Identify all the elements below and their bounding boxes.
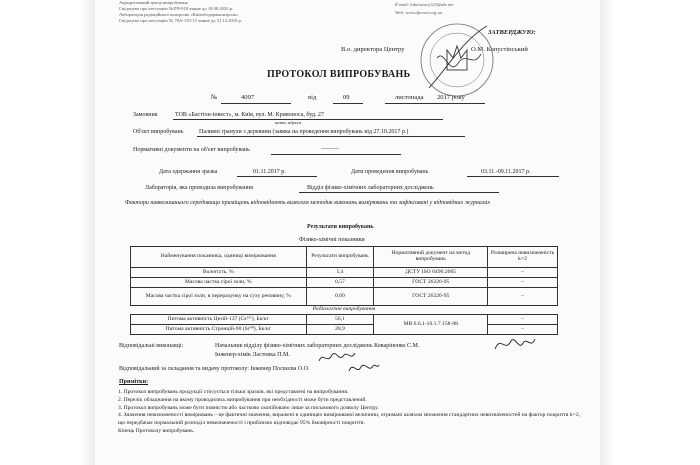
- radio-method: МВ 6.6.1-10.1.7.158-08: [374, 315, 488, 335]
- tested-underline: [467, 176, 559, 177]
- normdoc-underline: [271, 154, 401, 155]
- number-underline: [221, 103, 291, 104]
- header-left-line-3: Лабораторія радіаційного контролю «Київоблдержконтроль»: [119, 12, 239, 17]
- round-stamp: [417, 18, 497, 103]
- radio-section-title: Радіологічні випробування: [131, 306, 558, 315]
- protocol-title: ПРОТОКОЛ ВИПРОБУВАНЬ: [267, 69, 411, 80]
- signature-head: [493, 333, 537, 355]
- protocol-year: 2017 року: [437, 94, 465, 101]
- day-underline: [333, 103, 363, 104]
- page-shadow-left: [80, 0, 95, 465]
- row-uncertainty: –: [488, 268, 558, 278]
- object-underline: [197, 136, 465, 137]
- table-row: [131, 288, 558, 306]
- protocol-number: 4097: [241, 94, 255, 101]
- customer-label: Замовник: [133, 112, 158, 118]
- note-item: 4. Значення невизначеності вимірювань – це фактичні значення, виражені в одиницях вимірюваної величини, отримані шляхом множення стандартних невизначеностей на фактор покриття k=2, що передбачає нормальний розподіл невизначеності і приблизно відповідає 95% ймовірності покриття.: [118, 412, 581, 427]
- col-header-uncertainty: Розширена невизначеність k=2: [488, 247, 558, 268]
- header-left-line-2: Свідоцтво про атестацію №ПЧ-018 чинне до 19.08.2020 р.: [119, 6, 234, 11]
- header-left-line-1: Акредитований центр випробувань: [119, 0, 188, 5]
- approval-position: В.о. директора Центру: [341, 46, 405, 53]
- row-uncertainty: –: [488, 315, 558, 325]
- radio-section-row: [131, 306, 558, 315]
- note-item: 3. Протокол випробувань може бути повністю або частково скопійовано лише за письмового дозволу Центру.: [118, 404, 379, 411]
- customer-hint: назва, адреса: [275, 120, 302, 125]
- responsible-label: Відповідальні виконавці:: [119, 343, 184, 349]
- customer-underline: [173, 119, 443, 120]
- header-left-line-4: Свідоцтво про атестацію № 70А-133-15 чинне до 31.12.2018 р.: [119, 18, 242, 23]
- object-value: Паливні гранули з деревини (заявка на проведення випробувань від 27.10.2017 р.): [199, 129, 409, 135]
- protocol-day: 09: [343, 94, 350, 101]
- table-row: [131, 278, 558, 288]
- lab-label: Лабораторія, яка проводила випробування: [145, 185, 253, 191]
- date-underline: [385, 103, 485, 104]
- table-header-row: [131, 247, 558, 268]
- header-email: E-mail: laboratory123@ukr.net: [395, 2, 454, 7]
- approval-name: О.М. Капустінський: [471, 46, 528, 53]
- notes-title: Примітки:: [119, 379, 149, 385]
- environment-factors: Фактори навколишнього середовища приміщень відповідають вимогам методик виконань вимірювань та зафіксовані у відповідних журналах: [125, 200, 491, 206]
- object-label: Об'єкт випробувань: [133, 129, 184, 135]
- received-underline: [237, 176, 317, 177]
- normdoc-value: ———: [321, 146, 339, 152]
- responsible-line-1: Начальник відділу фізико-хімічних лабораторних досліджень Коваріненко С.М.: [215, 343, 420, 349]
- lab-underline: [299, 192, 499, 193]
- row-name: Питома активність Цезій-137 (Cs¹³⁷), Бк/кг: [131, 315, 307, 325]
- lab-value: Відділ фізико-хімічних лабораторних досліджень: [307, 185, 434, 191]
- tested-label: Дати проведення випробувань: [351, 169, 429, 175]
- row-name: Питома активність Стронцій-90 (Sr⁹⁰), Бк/кг: [131, 325, 307, 335]
- normdoc-label: Нормативні документи на об'єкт випробувань: [133, 147, 250, 153]
- results-title: Результати випробувань: [307, 224, 374, 230]
- protocol-month: листопада: [395, 94, 424, 101]
- col-header-method: Нормативний документ на метод випробувань: [374, 247, 488, 268]
- note-item: 2. Перелік обладнання на якому проводились випробування при необхідності може бути представлений.: [118, 396, 367, 403]
- responsible-line-2: Інженер-хімік Ластовка П.М.: [215, 352, 290, 358]
- table-row: [131, 315, 558, 325]
- received-label: Дата одержання зразка: [159, 169, 218, 175]
- results-subtitle: Фізико-хімічні показники: [299, 237, 365, 243]
- notes-list: [118, 389, 588, 436]
- tested-value: 03.11.-09.11.2017 р.: [481, 169, 531, 175]
- row-method: ГОСТ 26226-95: [374, 278, 488, 288]
- row-name: Вологість, %: [131, 268, 307, 278]
- row-value: 56,1: [306, 315, 374, 325]
- col-header-indicator: Найменування показника, одиниці вимірювання: [131, 247, 307, 268]
- page-shadow-right: [600, 0, 615, 465]
- received-value: 01.11.2017 р.: [253, 169, 286, 175]
- row-name: Масова частка сірої золи, %: [131, 278, 307, 288]
- issue-responsible: Відповідальний за складання та видачу протоколу: Інженер Посвєєва О.О.: [119, 366, 310, 372]
- protocol-number-label: №: [211, 94, 218, 101]
- notes-end: Кінець Протоколу випробувань.: [118, 427, 195, 434]
- row-name: Масова частка сірої золи, в перерахунку на суху речовину, %: [131, 288, 307, 306]
- header-web: Web: www.dpcentr.org.ua: [395, 10, 443, 15]
- document-page: [95, 0, 600, 465]
- row-value: 0,60: [306, 288, 374, 306]
- row-value: 5,4: [306, 268, 374, 278]
- row-method: ГОСТ 26226-95: [374, 288, 488, 306]
- protocol-from-label: від: [308, 94, 317, 101]
- row-uncertainty: –: [488, 288, 558, 306]
- note-item: 1. Протокол випробувань продукції стосується тільки зразків, які представлені на випробування.: [118, 389, 349, 395]
- row-uncertainty: –: [488, 325, 558, 335]
- customer-value: ТОВ «Бастіон-інвест», м. Київ, вул. М. Кривоноса, буд. 27: [175, 112, 324, 118]
- table-row: [131, 268, 558, 278]
- row-value: 0,57: [306, 278, 374, 288]
- approval-title: ЗАТВЕРДЖУЮ:: [488, 29, 536, 36]
- row-method: ДСТУ ISO 6496:2005: [374, 268, 488, 278]
- col-header-result: Результати випробувань: [306, 247, 374, 268]
- results-table: [130, 246, 558, 335]
- row-value: 28,9: [306, 325, 374, 335]
- signature-issuer: [347, 359, 381, 377]
- row-uncertainty: –: [488, 278, 558, 288]
